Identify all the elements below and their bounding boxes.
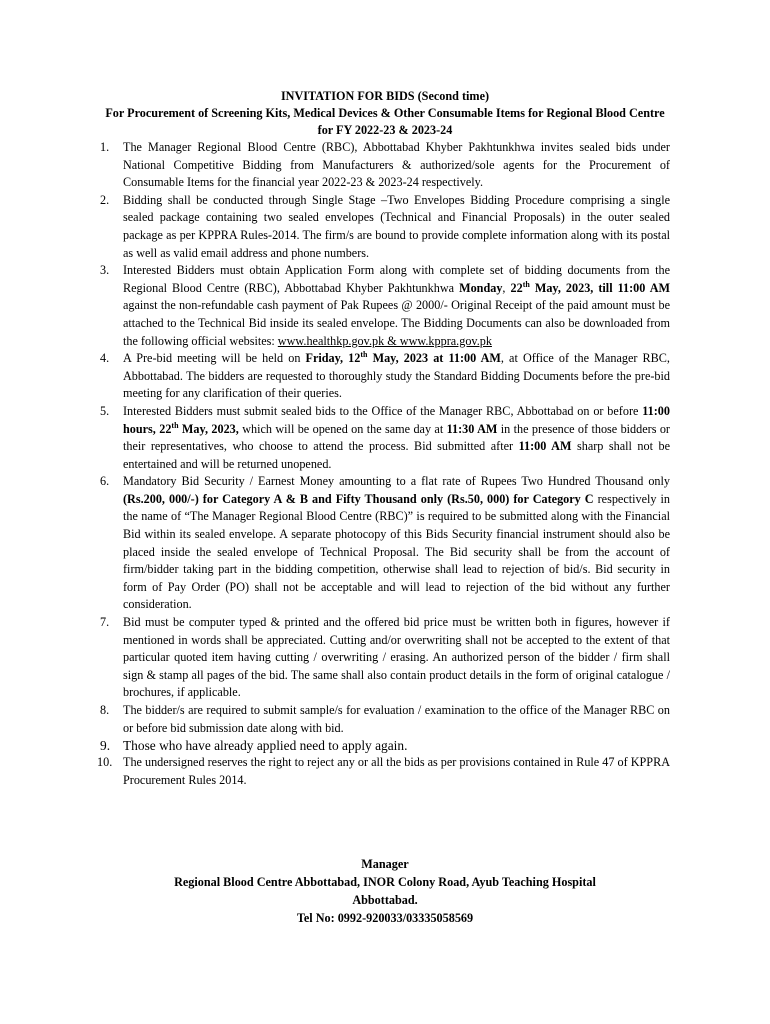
conditions-list: [97, 139, 671, 789]
item-number: 7.: [100, 615, 110, 630]
item-number: 2.: [100, 192, 110, 207]
bold-run: May, 2023 at 11:00 AM: [367, 351, 501, 366]
bold-run: 11:00 AM: [518, 439, 572, 454]
list-item-1: [100, 139, 670, 192]
bold-run: 11:30 AM: [446, 421, 498, 436]
list-item-4: [100, 350, 670, 403]
text-run: sharp shall not be entertained and will be returned unopened.: [123, 439, 670, 471]
item-text: Bidding shall be conducted through Single Stage –Two Envelopes Bidding Procedure comprising a single sealed package containing two sealed envelopes (Technical and Financial Proposals) in the outer sealed package as per KPPRA Rules-2014. The firm/s are bound to provide complete information along with its postal as well as valid email address and phone numbers.: [123, 192, 670, 260]
text-run: against the non-refundable cash payment of Pak Rupees @ 2000/- Original Receipt of the paid amount must be attached to the Technical Bid inside its sealed envelope. The Bidding Documents can also be downloaded from the following official websites:: [123, 298, 670, 348]
text-run: Mandatory Bid Security / Earnest Money amounting to a flat rate of Rupees Two Hundred Thousand only: [123, 474, 670, 489]
bold-run: 11:00 hours, 22: [123, 403, 670, 436]
text-run: Interested Bidders must obtain Application Form along with complete set of bidding documents from the Regional Blood Centre (RBC), Abbottabad Khyber Pakhtunkhwa: [123, 263, 670, 295]
item-text: Bid must be computer typed & printed and the offered bid price must be written both in figures, however if mentioned in words shall be appreciated. Cutting and/or overwriting shall not be accepted to the extent of that particular quoted item having cutting / overwriting / erasing. An authorized person of the bidder / firm shall sign & stamp all pages of the bid. The same shall also contain product details in the form of original catalogue / brochures, if applicable.: [123, 615, 670, 700]
office-city: Abbottabad.: [352, 893, 418, 907]
page-subtitle: For Procurement of Screening Kits, Medical Devices & Other Consumable Items for Regional Blood Centre for FY 2022-23 & 2023-24: [105, 106, 665, 137]
item-number: 9.: [100, 738, 111, 754]
superscript: th: [360, 350, 368, 360]
item-number: 3.: [100, 263, 110, 278]
bold-run: May, 2023, till 11:00 AM: [529, 280, 671, 295]
websites-link[interactable]: www.healthkp.gov.pk & www.kppra.gov.pk: [277, 333, 492, 348]
text-run: A Pre-bid meeting will be held on: [123, 351, 306, 366]
item-number: 6.: [100, 474, 110, 489]
document-body: [97, 88, 671, 789]
item-text: The undersigned reserves the right to reject any or all the bids as per provisions contained in Rule 47 of KPPRA Procurement Rules 2014.: [123, 755, 670, 787]
text-run: Interested Bidders must submit sealed bids to the Office of the Manager RBC, Abbottabad on or before: [123, 403, 643, 418]
list-item-7: [100, 614, 670, 702]
office-address: Regional Blood Centre Abbottabad, INOR Colony Road, Ayub Teaching Hospital: [174, 875, 596, 889]
item-number: 10.: [97, 755, 113, 770]
list-item-5: [100, 403, 670, 473]
text-run: ,: [502, 280, 511, 295]
telephone: Tel No: 0992-920033/03335058569: [296, 911, 474, 925]
signatory-title: Manager: [361, 857, 409, 871]
list-item-9: [100, 737, 670, 754]
list-item-6: [100, 473, 670, 614]
text-run: in the presence of those bidders or their representatives, who choose to attend the process. Bid submitted after: [123, 421, 670, 454]
signature-block: [100, 855, 670, 927]
item-text: The Manager Regional Blood Centre (RBC), Abbottabad Khyber Pakhtunkhwa invites sealed bids under National Competitive Bidding from Manufacturers & authorized/sole agents for the Procurement of Consumable Items for the financial year 2022-23 & 2023-24 respectively.: [123, 140, 670, 190]
item-text: The bidder/s are required to submit sample/s for evaluation / examination to the office of the Manager RBC on or before bid submission date along with bid.: [123, 703, 670, 735]
item-number: 8.: [100, 703, 110, 717]
superscript: th: [171, 420, 179, 430]
page-title: INVITATION FOR BIDS (Second time): [280, 89, 490, 103]
item-number: 1.: [100, 140, 110, 154]
bold-run: Friday, 12: [305, 351, 361, 366]
text-run: respectively in the name of “The Manager Regional Blood Centre (RBC)” is required to be submitted along with the Financial Bid within its sealed envelope. A separate photocopy of this Bids Security financial instrument should also be placed inside the sealed envelope of Technical Proposal. The Bid security shall be from the account of firm/bidder taking part in the bidding competition, otherwise shall lead to rejection of bid/s. Bid security in form of Pay Order (PO) shall not be acceptable and will lead to rejection of the bid without any further consideration.: [123, 491, 671, 612]
item-number: 5.: [100, 403, 110, 418]
bold-run: May, 2023,: [178, 421, 239, 436]
text-run: , at Office of the Manager RBC, Abbottabad. The bidders are requested to thoroughly study the Standard Bidding Documents before the pre-bid meeting for any clarification of their queries.: [123, 351, 670, 401]
item-text: Those who have already applied need to apply again.: [123, 738, 408, 754]
item-number: 4.: [100, 351, 110, 366]
superscript: th: [522, 279, 530, 289]
bold-run: 22: [510, 280, 523, 295]
list-item-2: [100, 192, 670, 262]
item-text: [123, 404, 670, 471]
item-text: [123, 263, 670, 347]
item-text: [123, 474, 670, 611]
list-item-8: [100, 702, 670, 737]
bold-run: Monday: [459, 280, 503, 295]
list-item-3: [100, 262, 670, 350]
bold-run: (Rs.200, 000/-) for Category A & B and Fifty Thousand only (Rs.50, 000) for Category C: [123, 491, 594, 506]
text-run: which will be opened on the same day at: [238, 421, 447, 436]
item-text: [123, 351, 670, 400]
list-item-10: [97, 754, 670, 789]
